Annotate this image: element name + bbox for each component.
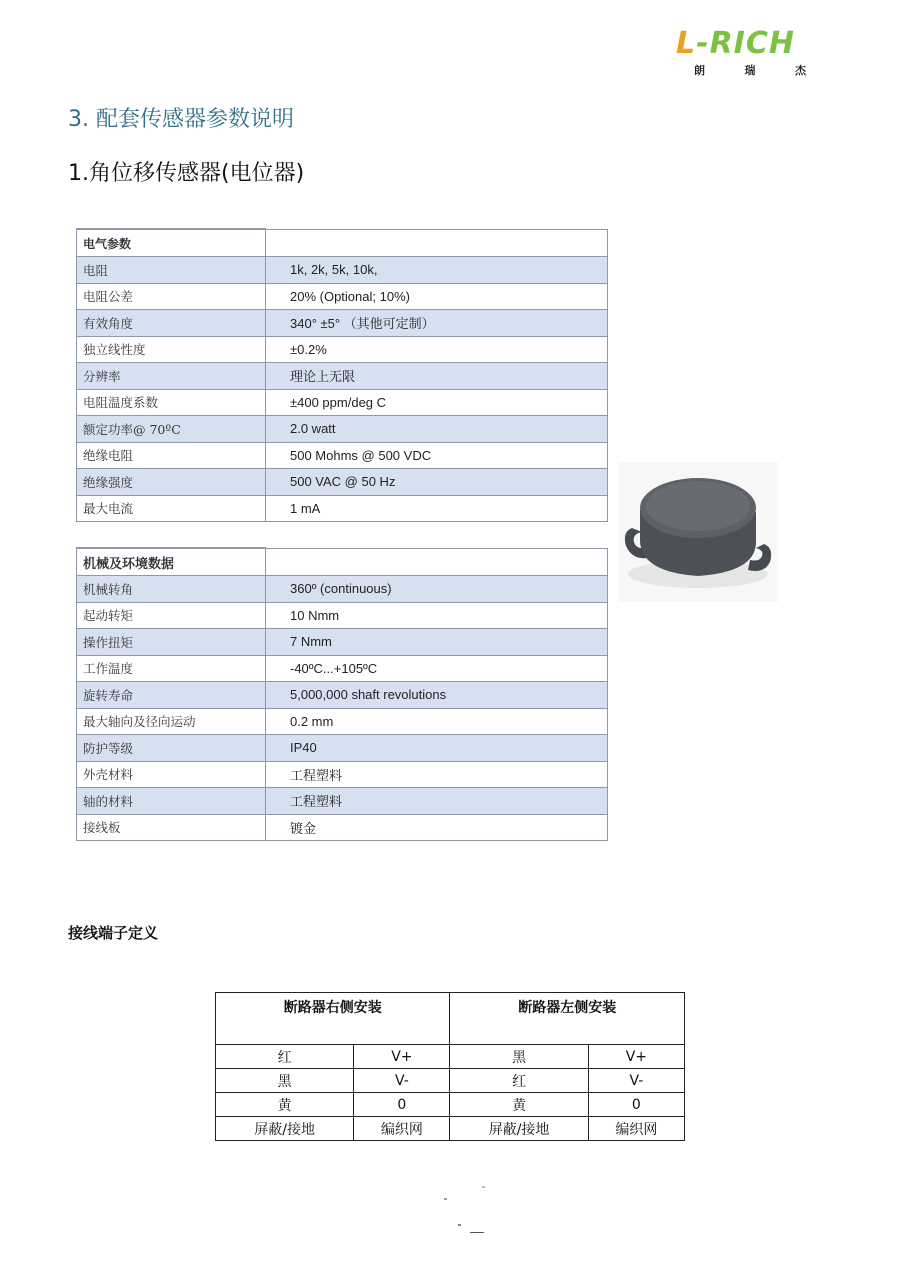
param-value: 20% (Optional; 10%) — [266, 283, 608, 310]
wire-color: 黄 — [450, 1093, 588, 1117]
wire-color: 黄 — [216, 1093, 354, 1117]
param-name: 机械转角 — [77, 576, 266, 603]
param-value: 1k, 2k, 5k, 10k, — [266, 257, 608, 284]
param-value: 镀金 — [266, 814, 608, 841]
logo-chinese-name — [694, 62, 806, 78]
table-header-cell — [266, 548, 608, 576]
wire-signal: 编织网 — [588, 1117, 684, 1141]
param-name: 独立线性度 — [77, 336, 266, 363]
param-value: ±0.2% — [266, 336, 608, 363]
wire-signal: 0 — [588, 1093, 684, 1117]
wire-color: 屏蔽/接地 — [216, 1117, 354, 1141]
param-value: 500 Mohms @ 500 VDC — [266, 442, 608, 469]
param-name: 电阻公差 — [77, 283, 266, 310]
param-name: 电阻 — [77, 257, 266, 284]
wire-color: 红 — [450, 1069, 588, 1093]
param-name: 最大电流 — [77, 495, 266, 522]
scan-speck — [482, 1186, 485, 1188]
param-name: 工作温度 — [77, 655, 266, 682]
logo-wordmark: L-RICH — [676, 26, 795, 61]
param-value: 500 VAC @ 50 Hz — [266, 469, 608, 496]
wire-signal: V+ — [588, 1045, 684, 1069]
scan-speck — [470, 1232, 484, 1233]
wire-color: 屏蔽/接地 — [450, 1117, 588, 1141]
logo-char: 瑞 — [744, 64, 756, 77]
wiring-section-title: 接线端子定义 — [68, 924, 159, 942]
param-value: 1 mA — [266, 495, 608, 522]
param-value: 360º (continuous) — [266, 576, 608, 603]
param-value: 7 Nmm — [266, 629, 608, 656]
electrical-spec-table — [76, 228, 608, 522]
param-value: 5,000,000 shaft revolutions — [266, 682, 608, 709]
param-value: 340° ±5° （其他可定制） — [266, 310, 608, 337]
param-value: -40ºC...+105ºC — [266, 655, 608, 682]
param-name: 电阻温度系数 — [77, 389, 266, 416]
section-heading: 3. 配套传感器参数说明 — [68, 107, 294, 132]
param-value: 0.2 mm — [266, 708, 608, 735]
table-header-cell — [266, 229, 608, 257]
wire-signal: V- — [588, 1069, 684, 1093]
wire-color: 黑 — [216, 1069, 354, 1093]
scan-speck — [458, 1224, 461, 1226]
param-name: 操作扭矩 — [77, 629, 266, 656]
param-name: 防护等级 — [77, 735, 266, 762]
wire-signal: V+ — [354, 1045, 450, 1069]
param-value: ±400 ppm/deg C — [266, 389, 608, 416]
wiring-table — [215, 992, 685, 1141]
param-name: 接线板 — [77, 814, 266, 841]
param-value: 2.0 watt — [266, 416, 608, 443]
wire-signal: 0 — [354, 1093, 450, 1117]
sensor-product-photo — [618, 462, 778, 602]
param-name: 绝缘电阻 — [77, 442, 266, 469]
param-name: 起动转矩 — [77, 602, 266, 629]
param-name: 外壳材料 — [77, 761, 266, 788]
param-value: IP40 — [266, 735, 608, 762]
param-value: 理论上无限 — [266, 363, 608, 390]
param-value: 工程塑料 — [266, 761, 608, 788]
param-name: 旋转寿命 — [77, 682, 266, 709]
left-mount-header: 断路器左侧安装 — [450, 993, 685, 1045]
mechanical-spec-table — [76, 547, 608, 841]
param-name: 轴的材料 — [77, 788, 266, 815]
param-value: 10 Nmm — [266, 602, 608, 629]
right-mount-header: 断路器右侧安装 — [216, 993, 450, 1045]
table-header-cell: 电气参数 — [77, 229, 266, 257]
param-name: 额定功率@ 70ºC — [77, 416, 266, 443]
wire-signal: V- — [354, 1069, 450, 1093]
param-name: 最大轴向及径向运动 — [77, 708, 266, 735]
company-logo — [676, 28, 810, 80]
param-name: 有效角度 — [77, 310, 266, 337]
wire-color: 黑 — [450, 1045, 588, 1069]
param-value: 工程塑料 — [266, 788, 608, 815]
scan-speck — [444, 1198, 447, 1200]
param-name: 分辨率 — [77, 363, 266, 390]
logo-char: 杰 — [795, 64, 806, 77]
param-name: 绝缘强度 — [77, 469, 266, 496]
logo-char: 朗 — [694, 64, 705, 77]
wire-color: 红 — [216, 1045, 354, 1069]
subsection-heading: 1.角位移传感器(电位器) — [68, 161, 305, 186]
wire-signal: 编织网 — [354, 1117, 450, 1141]
table-header-cell: 机械及环境数据 — [77, 548, 266, 576]
